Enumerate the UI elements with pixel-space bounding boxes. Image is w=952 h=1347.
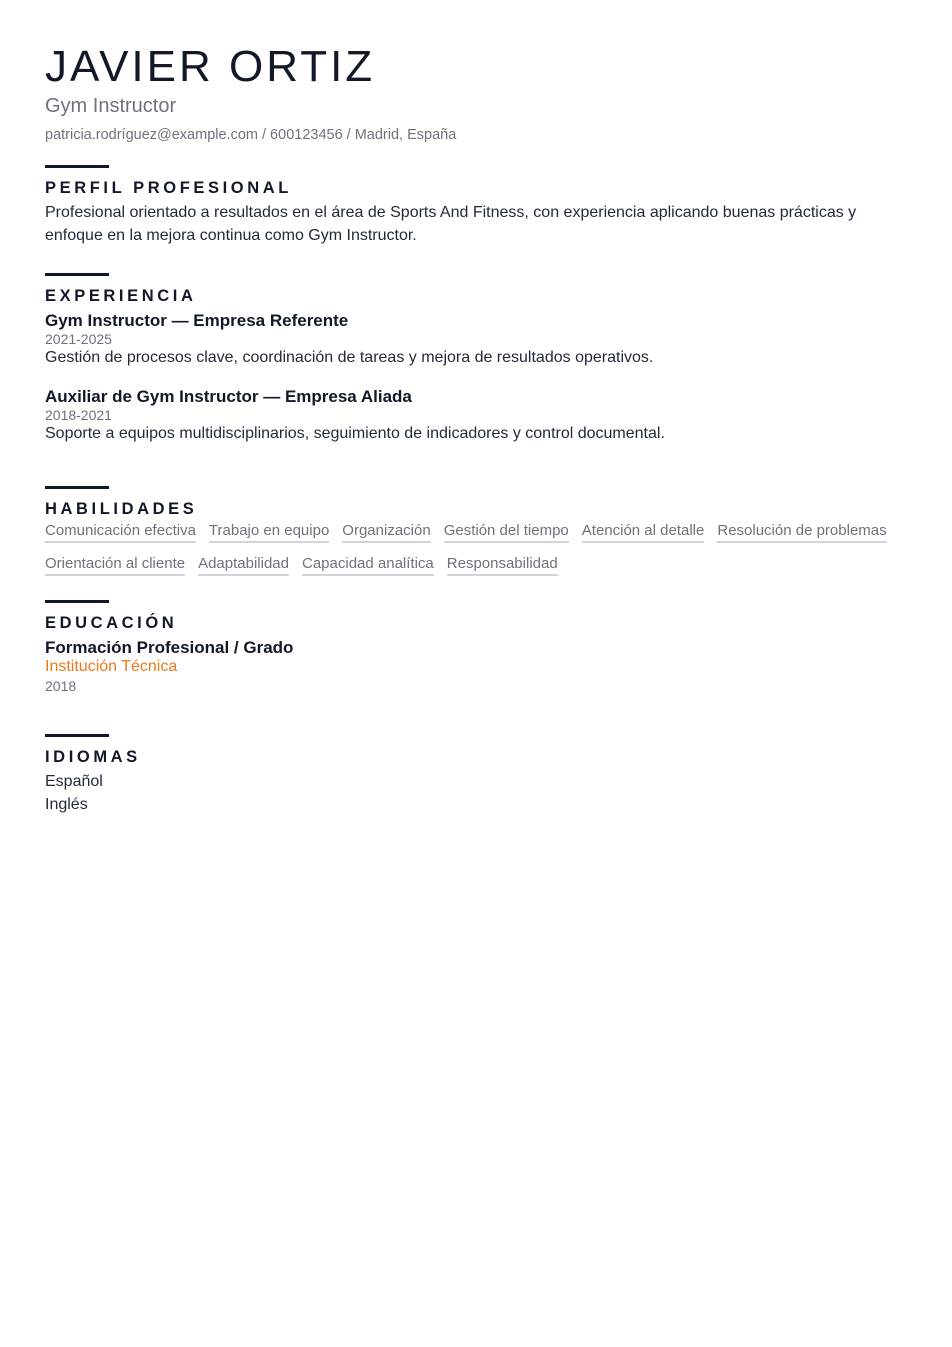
skill-tag: Adaptabilidad bbox=[198, 555, 289, 576]
language-item: Español bbox=[45, 773, 103, 790]
job-title: Gym Instructor — Empresa Referente bbox=[45, 311, 349, 330]
job-dates: 2021-2025 bbox=[45, 331, 112, 347]
skills-list bbox=[45, 522, 915, 588]
education-year: 2018 bbox=[45, 678, 77, 694]
section-title: IDIOMAS bbox=[45, 748, 141, 766]
language-item: Inglés bbox=[45, 796, 88, 813]
job-entry bbox=[45, 311, 915, 369]
education-degree: Formación Profesional / Grado bbox=[45, 638, 294, 657]
skill-tag: Comunicación efectiva bbox=[45, 522, 196, 543]
section-divider bbox=[45, 486, 109, 489]
section-divider bbox=[45, 273, 109, 276]
job-description: Gestión de procesos clave, coordinación de tareas y mejora de resultados operativos. bbox=[45, 349, 654, 366]
skill-tag: Gestión del tiempo bbox=[444, 522, 569, 543]
section-divider bbox=[45, 165, 109, 168]
skill-tag: Capacidad analítica bbox=[302, 555, 434, 576]
section-title: PERFIL PROFESIONAL bbox=[45, 179, 292, 197]
section-divider bbox=[45, 734, 109, 737]
skill-tag: Responsabilidad bbox=[447, 555, 558, 576]
job-dates: 2018-2021 bbox=[45, 407, 112, 423]
skill-tag: Orientación al cliente bbox=[45, 555, 185, 576]
job-entry bbox=[45, 387, 915, 445]
skills-row bbox=[45, 555, 915, 588]
skill-tag: Atención al detalle bbox=[582, 522, 705, 543]
section-title: EDUCACIÓN bbox=[45, 614, 178, 632]
contact-line: patricia.rodríguez@example.com / 600123456 / Madrid, España bbox=[45, 127, 457, 143]
languages-list bbox=[45, 770, 103, 816]
skills-row bbox=[45, 522, 915, 555]
candidate-role: Gym Instructor bbox=[45, 95, 177, 117]
section-divider bbox=[45, 600, 109, 603]
candidate-name: JAVIER ORTIZ bbox=[45, 42, 376, 91]
education-institution: Institución Técnica bbox=[45, 658, 178, 675]
skill-tag: Trabajo en equipo bbox=[209, 522, 329, 543]
education-entry bbox=[45, 638, 293, 696]
skill-tag: Resolución de problemas bbox=[717, 522, 886, 543]
job-description: Soporte a equipos multidisciplinarios, seguimiento de indicadores y control documental. bbox=[45, 425, 665, 442]
profile-text: Profesional orientado a resultados en el área de Sports And Fitness, con experiencia aplicando buenas prácticas y enfoque en la mejora continua como Gym Instructor. bbox=[45, 204, 857, 244]
section-title: HABILIDADES bbox=[45, 500, 198, 518]
skill-tag: Organización bbox=[342, 522, 430, 543]
job-title: Auxiliar de Gym Instructor — Empresa Aliada bbox=[45, 387, 412, 406]
section-title: EXPERIENCIA bbox=[45, 287, 197, 305]
